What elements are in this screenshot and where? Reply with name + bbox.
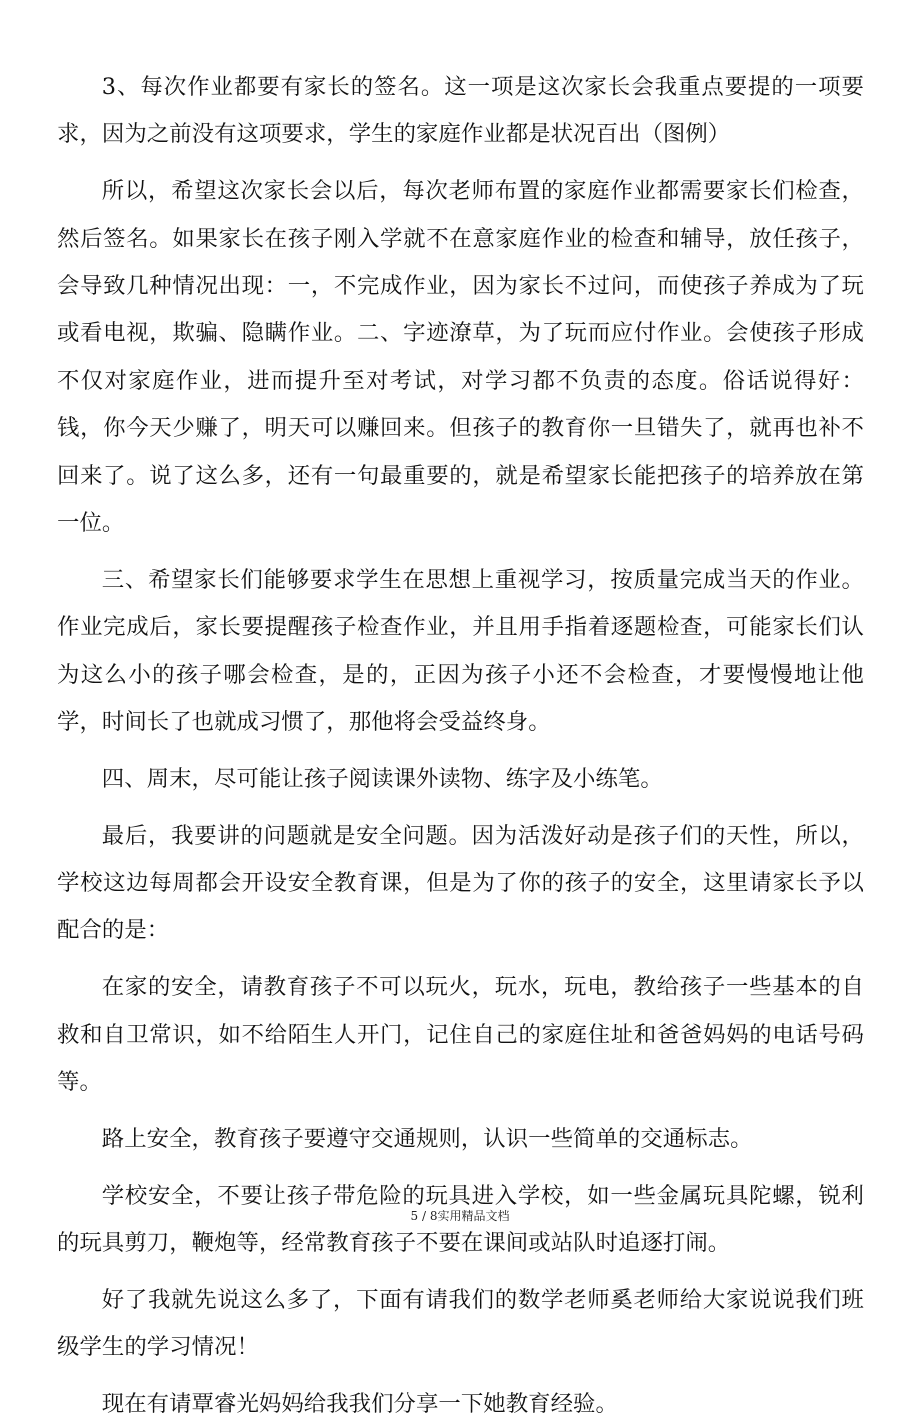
- paragraph-math-teacher: 好了我就先说这么多了，下面有请我们的数学老师奚老师给大家说说我们班级学生的学习情况！: [57, 1286, 864, 1361]
- paragraph-school-safety: 学校安全，不要让孩子带危险的玩具进入学校，如一些金属玩具陀螺，锐利的玩具剪刀，鞭炮等，经常教育孩子不要在课间或站队时追逐打闹。: [57, 1182, 864, 1257]
- paragraph-safety-intro: 最后，我要讲的问题就是安全问题。因为活泼好动是孩子们的天性，所以，学校这边每周都会开设安全教育课，但是为了你的孩子的安全，这里请家长予以配合的是：: [57, 822, 864, 944]
- paragraph-homework-signature: 3、每次作业都要有家长的签名。这一项是这次家长会我重点要提的一项要求，因为之前没有这项要求，学生的家庭作业都是状况百出（图例）: [57, 74, 864, 148]
- paragraph-parent-sharing: 现在有请覃睿光妈妈给我我们分享一下她教育经验。: [101, 1391, 618, 1418]
- paragraph-home-safety: 在家的安全，请教育孩子不可以玩火，玩水，玩电，教给孩子一些基本的自救和自卫常识，如不给陌生人开门，记住自己的家庭住址和爸爸妈妈的电话号码等。: [57, 974, 864, 1096]
- paragraph-road-safety: 路上安全，教育孩子要遵守交通规则，认识一些简单的交通标志。: [101, 1125, 753, 1152]
- paragraph-weekend-reading: 四、周末，尽可能让孩子阅读课外读物、练字及小练笔。: [101, 765, 663, 792]
- paragraph-parent-check: 所以，希望这次家长会以后，每次老师布置的家庭作业都需要家长们检查，然后签名。如果家长在孩子刚入学就不在意家庭作业的检查和辅导，放任孩子，会导致几种情况出现：一，不完成作业，因为家长不过问，而使孩子养成为了玩或看电视，欺骗、隐瞒作业。二、字迹潦草，为了玩而应付作业。会使孩子形成不仅对家庭作业，进而提升至对考试，对学习都不负责的态度。俗话说得好：钱，你今天少赚了，明天可以赚回来。但孩子的教育你一旦错失了，就再也补不回来了。说了这么多，还有一句最重要的，就是希望家长能把孩子的培养放在第一位。: [57, 178, 864, 537]
- page-footer: 5 / 8实用精品文档: [410, 1209, 510, 1223]
- paragraph-self-check: 三、希望家长们能够要求学生在思想上重视学习，按质量完成当天的作业。作业完成后，家长要提醒孩子检查作业，并且用手指着逐题检查，可能家长们认为这么小的孩子哪会检查，是的，正因为孩子小还不会检查，才要慢慢地让他学，时间长了也就成习惯了，那他将会受益终身。: [57, 566, 864, 736]
